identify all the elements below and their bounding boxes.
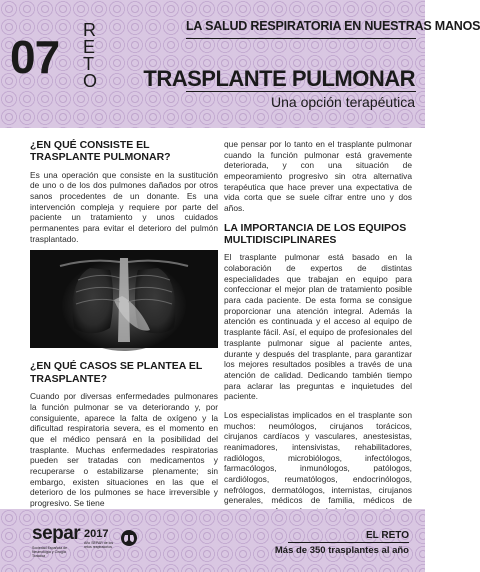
- paragraph: Cuando por diversas enfermedades pulmonares la función pulmonar se va deteriorando y, por consiguiente, aparece la falta de oxígeno y la dificultad respiratoria severa, es el momento en que el médico pensará en la posibilidad del trasplante. Muchas enfermedades respiratorias pueden ser tratadas con medicamentos y recuperarse o estabilizarse plenamente; sin embargo, existen situaciones en las que el deterioro de los pulmones se hace irreversible y progresivo. Se tiene: [30, 391, 218, 508]
- divider: [186, 38, 416, 39]
- divider: [288, 542, 409, 543]
- page-title: TRASPLANTE PULMONAR: [143, 66, 415, 91]
- right-column: [224, 139, 412, 544]
- lungs-logo-icon: [120, 529, 138, 547]
- chapter-number: 07: [10, 31, 60, 83]
- xray-illustration: [30, 250, 218, 348]
- section-heading: LA IMPORTANCIA DE LOS EQUIPOS MULTIDISCIPLINARES: [224, 221, 407, 247]
- footer-challenge-text: Más de 350 trasplantes al año: [274, 545, 409, 556]
- paragraph: que pensar por lo tanto en el trasplante pulmonar cuando la función pulmonar está gravemente deteriorada, y con una situación de empeoramiento progresivo sin otra alternativa terapéutica que hace prever una expectativa de vida corta que se suele cifrar entre uno y dos años.: [224, 139, 412, 214]
- campaign-title: LA SALUD RESPIRATORIA EN NUESTRAS MANOS: [186, 19, 480, 33]
- paragraph: Los especialistas implicados en el trasplante son muchos: neumólogos, cirujanos torácicos, cirujanos cardíacos y vasculares, anestesistas, reanimadores, intensivistas, rehabilitadores, radiólogos, microbiólogos, infectólogos, farmacólogos, inmunólogos, patólogos, cardiólogos, reumatólogos, endocrinólogos, nefrólogos, dermatólogos, internistas, cirujanos generales, médicos de familia, médicos de: [224, 409, 412, 506]
- reto-letter: E: [83, 37, 96, 58]
- reto-letter: O: [83, 71, 98, 92]
- separ-logo: separ: [32, 523, 81, 544]
- left-column: [30, 139, 218, 515]
- section-heading: ¿EN QUÉ CONSISTE EL TRASPLANTE PULMONAR?: [30, 139, 171, 164]
- paragraph: El trasplante pulmonar está basado en la colaboración de expertos de distintas especialidades que trabajan en equipo para confeccionar el mejor plan de tratamiento posible para cada paciente. De esta forma se consigue proporcionar una atención integral. Además la atención es continuada y el acceso al equipo de trasplante fácil. Así, el equipo de profesionales del trasplante pulmonar sigue al paciente antes, durante y después del trasplante, para garantizar los mejores resultados posibles a través de una atención de calidad. Dedicando también tiempo para aclarar las preguntas e inquietudes del paciente.: [224, 252, 412, 402]
- paragraph: Es una operación que consiste en la sustitución de uno o de los dos pulmones dañados por otros sanos procedentes de un donante. Es una intervención compleja y requiere por parte del paciente un tratamiento y unos cuidados permanentes para evitar el deterioro del pulmón trasplantado.: [30, 169, 218, 244]
- page-subtitle: Una opción terapéutica: [271, 94, 415, 110]
- section-heading: ¿EN QUÉ CASOS SE PLANTEA EL TRASPLANTE?: [30, 360, 203, 385]
- divider: [186, 91, 416, 92]
- year-logo-subtitle: Año SEPAR de los retos respiratorios: [84, 541, 114, 550]
- reto-letter: T: [83, 54, 94, 75]
- year-logo: 2017: [84, 528, 109, 540]
- reto-label: [83, 22, 103, 90]
- reto-letter: R: [83, 20, 96, 40]
- header-band: [0, 0, 480, 128]
- footer-reto-label: EL RETO: [366, 530, 409, 541]
- separ-logo-subtitle: Sociedad Española de Neumología y Cirugía Torácica: [32, 546, 68, 559]
- chest-xray-image: [30, 250, 218, 348]
